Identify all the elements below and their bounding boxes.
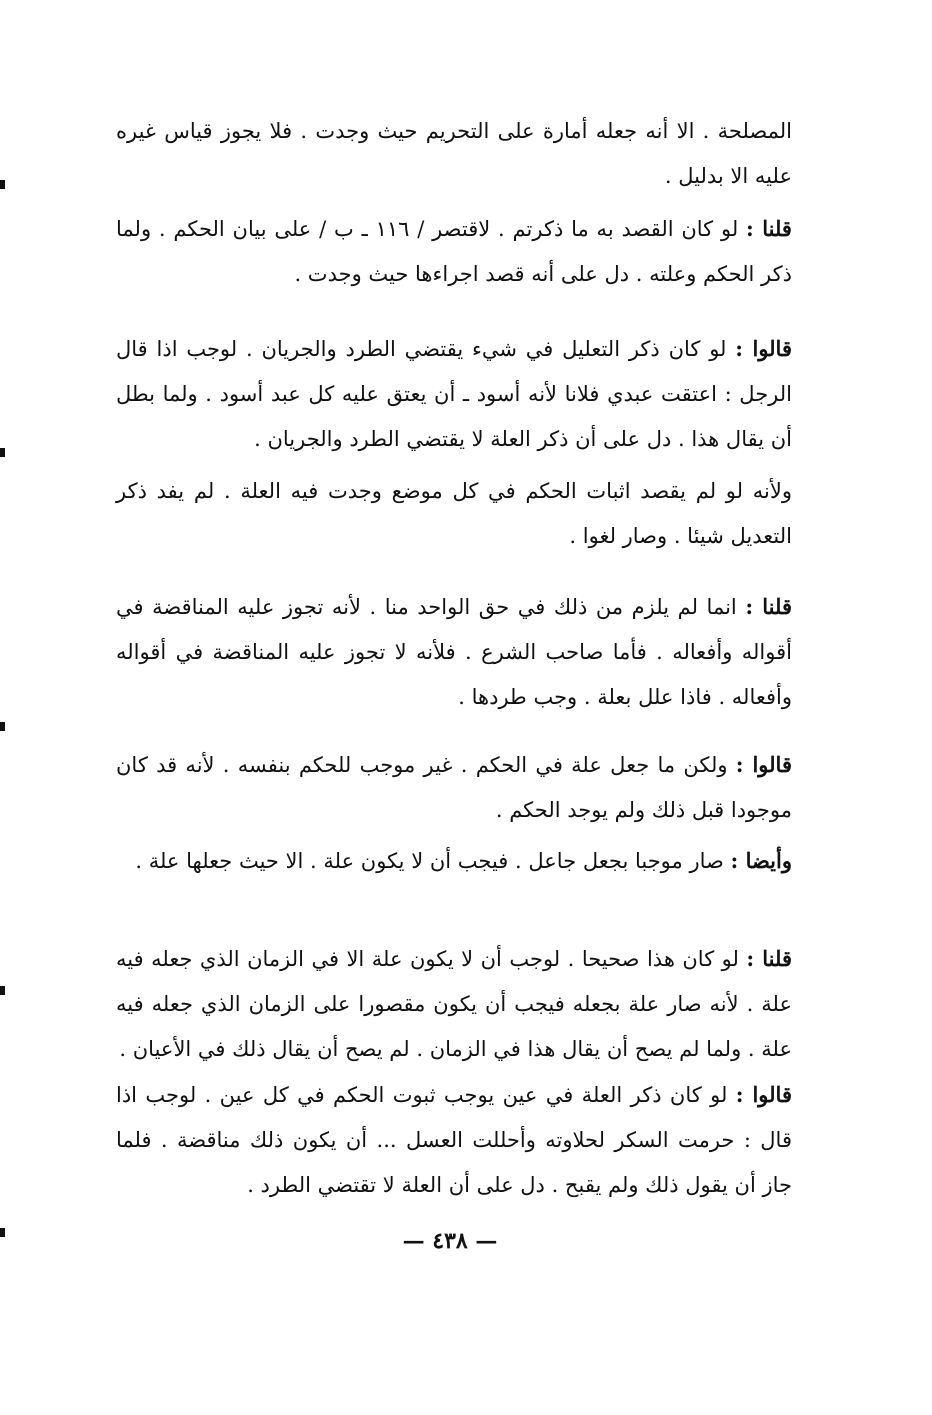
- scan-margin-mark: [0, 986, 5, 995]
- paragraph-text: لو كان هذا صحيحا . لوجب أن لا يكون علة الا في الزمان الذي جعله فيه علة . لأنه صار علة بجعله فيجب أن يكون مقصورا على الزمان الذي جعله فيه علة . ولما لم يصح أن يقال هذا في الزمان . لم يصح أن يقال ذلك في الأعيان .: [116, 947, 792, 1061]
- paragraph-8: [116, 936, 792, 1072]
- paragraph-lead: قالوا :: [735, 1082, 792, 1107]
- paragraph-lead: قلنا :: [746, 946, 792, 971]
- paragraph-text: ولأنه لو لم يقصد اثبات الحكم في كل موضع وجدت فيه العلة . لم يفد ذكر التعديل شيئا . وصار لغوا .: [116, 479, 792, 548]
- paragraph-lead: قلنا :: [745, 594, 792, 619]
- scan-margin-mark: [0, 448, 5, 457]
- paragraph-1: [116, 108, 792, 199]
- paragraph-text: لو كان القصد به ما ذكرتم . لاقتصر / ١١٦ ـ ب / على بيان الحكم . ولما ذكر الحكم وعلته . دل على أنه قصد اجراءها حيث وجدت .: [116, 217, 792, 286]
- scan-margin-mark: [0, 180, 5, 189]
- page-number: — ٤٣٨ —: [402, 1228, 498, 1254]
- paragraph-3: [116, 326, 792, 462]
- paragraph-9: [116, 1072, 792, 1208]
- paragraph-text: لو كان ذكر العلة في عين يوجب ثبوت الحكم في كل عين . لوجب اذا قال : حرمت السكر لحلاوته وأحللت العسل ... أن يكون ذلك مناقضة . فلما جاز أن يقول ذلك ولم يقبح . دل على أن العلة لا تقتضي الطرد .: [116, 1083, 792, 1197]
- paragraph-6: [116, 742, 792, 833]
- paragraph-5: [116, 584, 792, 720]
- paragraph-7: [116, 838, 792, 884]
- paragraph-text: انما لم يلزم من ذلك في حق الواحد منا . لأنه تجوز عليه المناقضة في أقواله وأفعاله . فأما صاحب الشرع . فلأنه لا تجوز عليه المناقضة في أقواله وأفعاله . فاذا علل بعلة . وجب طردها .: [116, 595, 792, 709]
- paragraph-text: المصلحة . الا أنه جعله أمارة على التحريم حيث وجدت . فلا يجوز قياس غيره عليه الا بدليل .: [116, 119, 792, 188]
- scan-margin-mark: [0, 1228, 5, 1237]
- paragraph-lead: وأيضا :: [730, 848, 792, 873]
- paragraph-lead: قلنا :: [746, 216, 792, 241]
- paragraph-text: ولكن ما جعل علة في الحكم . غير موجب للحكم بنفسه . لأنه قد كان موجودا قبل ذلك ولم يوجد الحكم .: [116, 753, 792, 822]
- paragraph-2: [116, 206, 792, 297]
- paragraph-lead: قالوا :: [735, 336, 792, 361]
- scan-margin-mark: [0, 722, 5, 731]
- paragraph-4: [116, 468, 792, 559]
- paragraph-text: صار موجبا بجعل جاعل . فيجب أن لا يكون علة . الا حيث جعلها علة .: [135, 849, 731, 873]
- paragraph-text: لو كان ذكر التعليل في شيء يقتضي الطرد والجريان . لوجب اذا قال الرجل : اعتقت عبدي فلانا لأنه أسود ـ أن يعتق عليه كل عبد أسود . ولما بطل أن يقال هذا . دل على أن ذكر العلة لا يقتضي الطرد والجريان .: [116, 337, 792, 451]
- paragraph-lead: قالوا :: [735, 752, 792, 777]
